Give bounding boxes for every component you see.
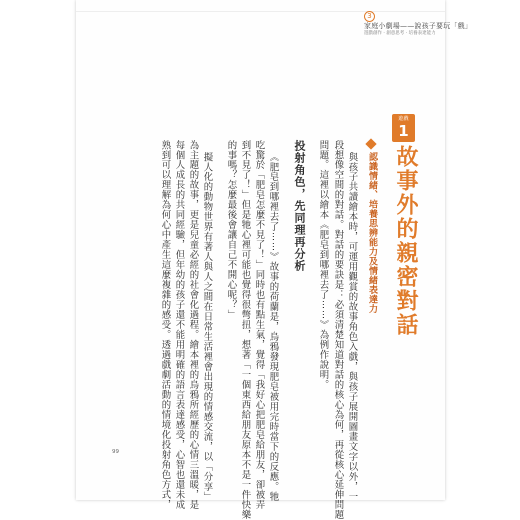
paragraph-line: 與孩子共讀繪本時，可運用觀賞的故事角色入戲，與孩子展開圖畫文字以外，一 [346, 152, 358, 502]
paragraph-line: 每個人成長的共同經驗，但年幼的孩子還不能用明確的語言表達感受，心智也還未成 [173, 140, 185, 510]
paragraph-line: 熟到可以理解為何心中產生這麼複雜的感受。透過戲劇活動的情境化投射角色方式， [159, 140, 171, 510]
paragraph-line: 吃驚於「肥皂怎麼不見了！」同時也有點生氣，覺得「我好心把肥皂給朋友，卻被弄 [253, 140, 265, 510]
chapter-subtitle: 遊戲創作 ‧ 創意思考 ‧ 培養表達能力 [364, 31, 436, 36]
chapter-number-circle: 3 [364, 11, 375, 22]
paragraph-line: 為主題的故事，更是兒童必經的社會化過程。繪本裡的烏鴉所經歷的心情三溫暖，是 [187, 140, 199, 510]
paragraph-line: 擬人化的動物世界有著人與人之間在日常生活裡會出現的情感交流，以「分享」 [201, 152, 213, 502]
badge-label: 遊戲 [398, 116, 409, 122]
header-rule [76, 11, 445, 12]
paragraph-line: 問題。這裡以繪本《肥皂到哪裡去了⋯⋯》為例作說明。 [317, 140, 329, 390]
paragraph-line: 的事嗎？怎麼最後會讓自己不開心呢？」 [225, 140, 237, 320]
section-title: 故事外的親密對話 [393, 145, 418, 337]
section-subtitle: 認識情緒、培養思辨能力及情緒表達力 [367, 152, 377, 314]
paragraph-line: 到不見了！」但是牠心裡可能也覺得很彆扭，想著「一個東西給朋友原本不是一件快樂 [239, 140, 251, 520]
badge-number: 1 [398, 122, 409, 140]
paragraph-line: 段想像空間的對話。對話的要訣是：必須清楚知道對話的核心為何，再從核心延伸問題 [332, 140, 344, 520]
chapter-title: 家庭小劇場——說孩子要玩「戲」 [364, 22, 472, 30]
body-heading: 投射角色，先同理再分析 [293, 140, 306, 272]
paragraph-line: 《肥皂到哪裡去了⋯⋯》故事的荷蘭是，烏鴉發現肥皂被用完時當下的反應。牠 [267, 152, 279, 502]
game-badge [392, 114, 415, 142]
page-number: 99 [112, 449, 119, 455]
